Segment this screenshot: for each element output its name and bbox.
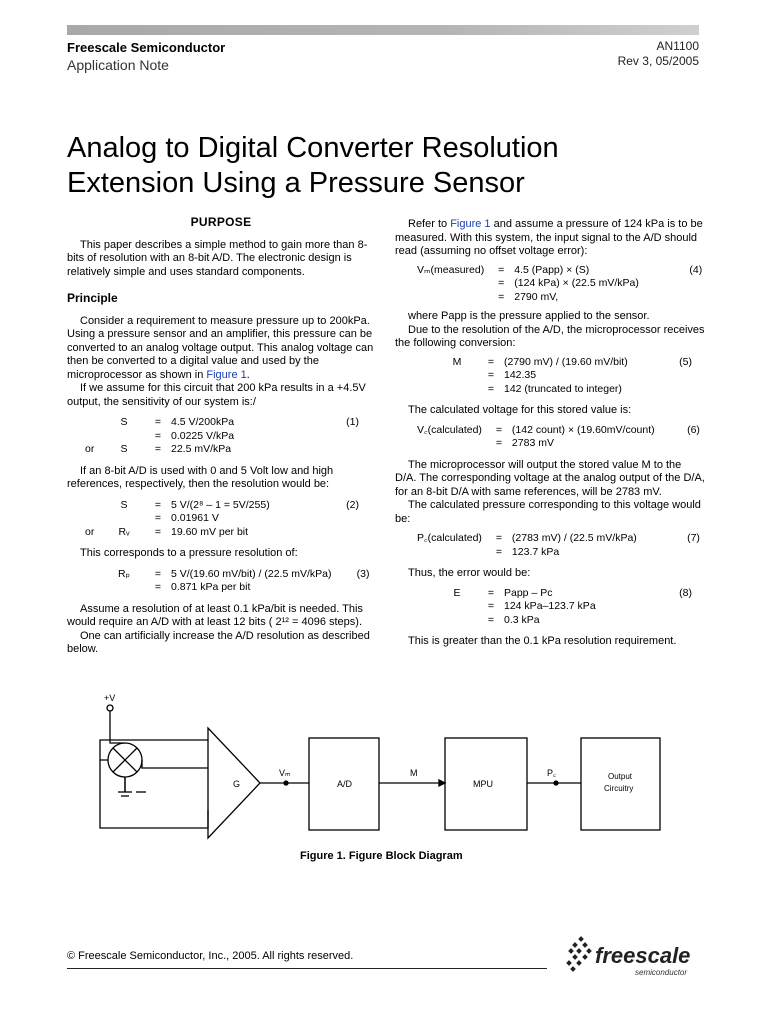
equation-eq: = [487,355,495,368]
equation-num [672,277,702,291]
equation-num [662,614,692,628]
equation-num: (8) [679,586,692,599]
principle-text-end: . [246,368,250,381]
equation-pre [85,499,107,513]
equation-1 [85,416,359,457]
equation-rhs: 22.5 mV/kPa [171,443,232,455]
equation-eq: = [154,498,162,511]
right-paragraph-3: Due to the resolution of the A/D, the microprocessor receives the following conversion: [395,323,705,349]
equation-num [329,443,359,457]
equation-eq: = [487,369,495,381]
equation-row [417,437,700,451]
equation-row [85,581,369,595]
equation-lhs [107,581,145,595]
equation-eq: = [487,600,495,612]
right-paragraph-5: The microprocessor will output the stored value M to the D/A. The corresponding voltage at the analog output of the D/A, for an 8-bit D/A with same references, will be 2783 mV. [395,458,705,498]
paragraph-5: Assume a resolution of at least 0.1 kPa/bit is needed. This would require an A/D with at least 12 bits ( 2¹² = 4096 steps). [67,602,363,628]
adc-label: A/D [337,779,353,789]
equation-row [85,526,359,540]
equation-eq: = [154,512,162,524]
equation-row [85,416,359,430]
equation-lhs [440,614,478,628]
equation-lhs [107,512,145,526]
right-paragraph-6: The calculated pressure corresponding to this voltage would be: [395,499,701,525]
equation-pre [85,416,107,430]
right-paragraph-7: Thus, the error would be: [408,567,531,579]
equation-rhs: 19.60 mV per bit [171,525,249,538]
equation-rhs: 124 kPa–123.7 kPa [504,600,596,612]
equation-eq: = [154,429,162,442]
equation-eq: = [495,545,502,558]
right-text-a: Refer to [408,218,451,230]
equation-row [417,532,700,546]
paragraph-3: If an 8-bit A/D is used with 0 and 5 Volt low and high references, respectively, then the resolution would be: [67,464,334,490]
equation-lhs: Rₚ [117,567,131,580]
equation-rhs: (2790 mV) / (19.60 mV/bit) [504,355,628,368]
equation-num: (3) [356,567,370,580]
logo-wordmark: freescale [595,943,691,968]
equation-num [672,291,702,305]
equation-rhs: 4.5 (Papp) × (S) [514,263,590,276]
equation-eq: = [498,290,505,303]
equation-7 [417,532,700,559]
equation-lhs: S [120,416,128,428]
equation-row [417,264,702,278]
equation-row [440,587,692,601]
supply-label: +V [104,693,116,703]
title-line-2: Extension Using a Pressure Sensor [67,167,525,199]
pc-label: P꜀ [547,768,557,778]
equation-lhs: S [120,498,128,511]
equation-row [417,291,702,305]
equation-rhs: 5 V/(19.60 mV/bit) / (22.5 mV/kPa) [171,567,332,580]
equation-row [440,600,692,614]
supply-terminal [107,705,113,711]
block-diagram [90,688,710,848]
figure-1-link-2[interactable]: Figure 1 [450,218,491,230]
equation-num [662,600,692,614]
equation-rhs: 0.0225 V/kPa [171,429,235,442]
equation-4 [417,264,702,305]
equation-row [417,546,700,560]
output-label-2: Circuitry [604,784,634,793]
right-text-b: and assume a pressure of 124 kPa is to be measured. With this system, the input signal to the A/D should read (assuming no offset voltage error): [395,218,703,257]
equation-lhs: S [120,443,128,455]
equation-eq: = [154,443,162,455]
principle-paragraph-2: If we assume for this circuit that 200 kPa results in a +4.5V output, the sensitivity of our system is:/ [67,382,366,408]
equation-num: (7) [687,532,700,544]
equation-lhs [417,291,488,305]
page-title [67,131,707,201]
right-paragraph-2: where Papp is the pressure applied to the sensor. [408,310,650,322]
equation-rhs: (2783 mV) / (22.5 mV/kPa) [511,532,637,544]
mpu-label: MPU [473,779,493,789]
equation-lhs: Rᵥ [118,525,130,538]
equation-rhs: 142 (truncated to integer) [504,382,622,395]
company-name: Freescale Semiconductor [67,40,226,55]
equation-rhs: 0.3 kPa [504,613,540,626]
equation-lhs: P꜀(calculated) [417,532,482,544]
right-paragraph-1 [395,218,705,259]
equation-row [440,614,692,628]
equation-row [85,430,359,444]
equation-num [329,526,359,540]
equation-rhs: 2790 mV, [514,290,559,303]
equation-row [417,277,702,291]
equation-eq: = [487,613,495,626]
equation-num: (5) [679,355,692,368]
equation-rhs: 142.35 [504,369,537,381]
equation-row [85,512,359,526]
equation-eq: = [154,416,162,428]
doc-type: Application Note [67,57,169,73]
equation-num [662,383,692,397]
principle-text: Consider a requirement to measure pressure up to 200kPa. Using a pressure sensor and an amplifier, this pressure can be converted to an analog voltage output. This analog voltage can then be converted to a digital value and used by the microprocessor as shown in [67,314,374,381]
equation-eq: = [154,567,162,580]
equation-lhs: E [453,586,461,599]
equation-lhs: V꜀(calculated) [417,423,482,436]
copyright-text: © Freescale Semiconductor, Inc., 2005. All rights reserved. [67,950,354,962]
equation-rhs: (124 kPa) × (22.5 mV/kPa) [514,277,639,289]
paragraph-4: This corresponds to a pressure resolution of: [80,547,298,559]
equation-lhs [417,546,486,560]
paragraph-6: One can artificially increase the A/D resolution as described below. [67,629,370,655]
equation-rhs: 123.7 kPa [511,545,560,558]
left-column [67,216,375,657]
equation-lhs [440,369,478,383]
pc-node [554,781,558,785]
equation-pre [85,568,107,582]
equation-rhs: 0.871 kPa per bit [171,581,251,593]
sensor-out-wire-2 [142,760,208,768]
figure-caption: Figure 1. Figure Block Diagram [300,850,463,862]
equation-3 [85,568,369,595]
equation-pre [85,581,107,595]
principle-heading: Principle [67,291,118,305]
equation-lhs [417,437,486,451]
doc-revision: Rev 3, 05/2005 [617,54,699,68]
header-bar [67,25,699,35]
figure-1-link[interactable]: Figure 1 [206,368,247,381]
equation-rhs: Papp – Pc [504,586,553,599]
equation-rhs: (142 count) × (19.60mV/count) [511,423,655,436]
equation-eq: = [495,437,502,449]
equation-num [339,581,369,595]
equation-num [670,546,700,560]
principle-paragraph-1 [67,315,375,383]
right-column [395,218,705,649]
vm-node [284,781,288,785]
m-label: M [410,768,418,778]
equation-rhs: 0.01961 V [171,512,219,524]
equation-pre [85,512,107,526]
equation-row [85,499,359,513]
equation-eq: = [154,525,162,538]
m-arrow [439,780,445,786]
equation-num: (1) [346,416,359,428]
equation-row [417,424,700,438]
equation-num [329,512,359,526]
logo-subtitle: semiconductor [635,968,688,977]
equation-num [662,369,692,383]
vm-label: Vₘ [279,768,291,778]
equation-pre: or [85,443,95,455]
equation-num [670,437,700,451]
equation-row [85,443,359,457]
right-paragraph-4: The calculated voltage for this stored value is: [408,404,632,416]
equation-lhs: Vₘ(measured) [417,263,485,276]
equation-eq: = [498,277,505,289]
equation-lhs [440,383,478,397]
equation-eq: = [154,581,162,593]
equation-num: (4) [689,263,703,276]
purpose-text: This paper describes a simple method to gain more than 8-bits of resolution with an 8-bit A/D. The electronic design is relatively simple and uses standard components. [67,238,368,278]
title-line-1: Analog to Digital Converter Resolution [67,132,559,164]
equation-num: (6) [687,423,700,436]
equation-eq: = [495,532,502,544]
equation-2 [85,499,359,540]
equation-6 [417,424,700,451]
equation-rhs: 5 V/(2⁸ – 1 = 5V/255) [171,498,270,511]
purpose-heading: PURPOSE [190,215,252,229]
output-label-1: Output [608,772,633,781]
right-paragraph-8: This is greater than the 0.1 kPa resolution requirement. [408,635,677,647]
equation-pre [85,430,107,444]
equation-row [440,383,692,397]
equation-rhs: 4.5 V/200kPa [171,416,235,428]
equation-lhs [440,600,478,614]
equation-eq: = [487,586,495,599]
footer-rule [67,968,547,969]
doc-id [618,39,699,69]
equation-eq: = [495,423,502,436]
equation-row [440,356,692,370]
equation-eq: = [498,263,505,276]
equation-rhs: 2783 mV [511,437,554,449]
feedback-wire [100,760,208,828]
equation-num: (2) [346,498,359,511]
equation-lhs [417,277,488,291]
equation-lhs: M [452,355,462,368]
equation-lhs [107,430,145,444]
equation-eq: = [487,382,495,395]
equation-8 [440,587,692,628]
equation-row [440,369,692,383]
equation-num [329,430,359,444]
equation-row [85,568,369,582]
doc-number: AN1100 [656,39,699,53]
freescale-logo [565,935,705,980]
logo-dots-icon [565,935,595,975]
equation-pre: or [85,525,95,538]
gain-label: G [233,779,241,789]
equation-5 [440,356,692,397]
